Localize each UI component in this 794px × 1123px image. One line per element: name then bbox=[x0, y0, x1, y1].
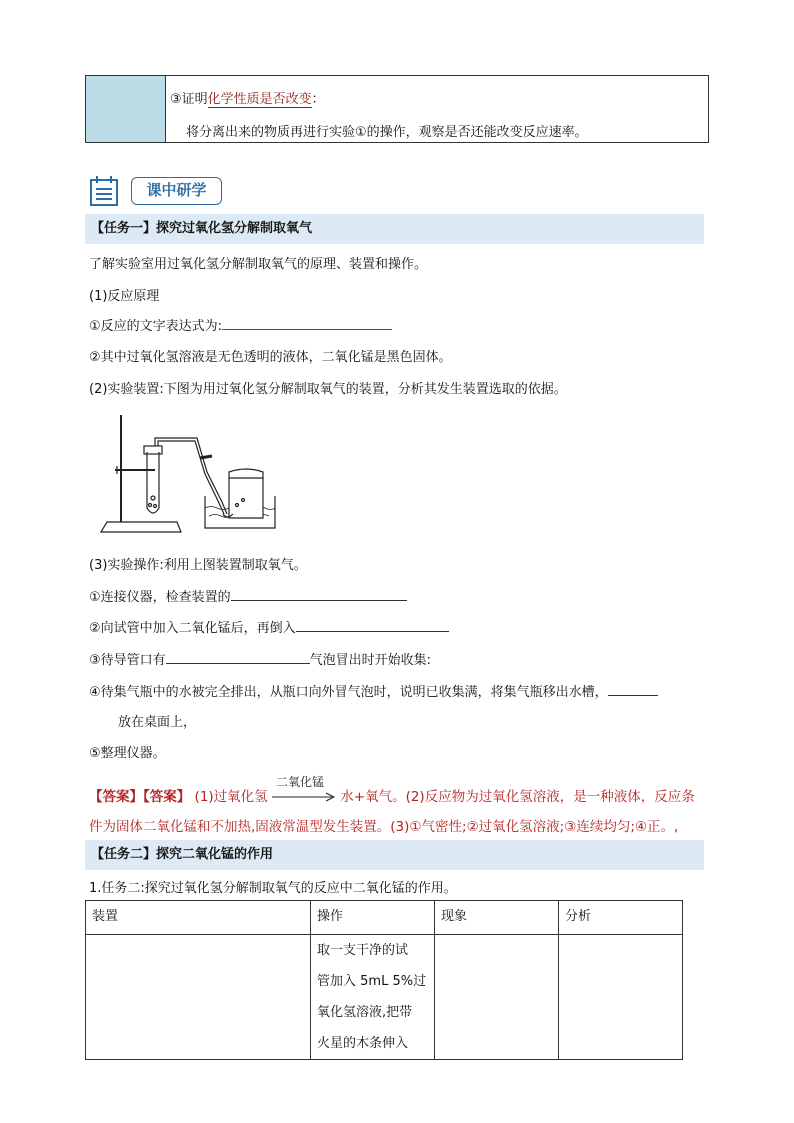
col-header: 操作 bbox=[311, 901, 435, 935]
task1-intro: 了解实验室用过氧化氢分解制取氧气的原理、装置和操作。 bbox=[89, 257, 428, 272]
top-line-1: ③证明化学性质是否改变： bbox=[170, 92, 325, 107]
answer-blank[interactable] bbox=[166, 651, 310, 664]
answer-blank[interactable] bbox=[231, 588, 407, 601]
apparatus-diagram bbox=[97, 410, 277, 536]
highlight-text: 化学性质是否改变 bbox=[207, 92, 312, 107]
table-cell bbox=[86, 935, 311, 1060]
section-title: 课中研学 bbox=[131, 177, 222, 205]
step-4: ④待集气瓶中的水被完全排出，从瓶口向外冒气泡时，说明已收集满，将集气瓶移出水槽， bbox=[89, 681, 658, 700]
answer-line-1: 【答案】【答案】 (1)过氧化氢 二氧化锰 水+氧气。(2)反应物为过氧化氢溶液，是一种液体，反应条 bbox=[89, 775, 695, 805]
table-cell bbox=[559, 935, 683, 1060]
catalyst-label: 二氧化锰 bbox=[275, 775, 324, 789]
properties-line: ②其中过氧化氢溶液是无色透明的液体，二氧化锰是黑色固体。 bbox=[89, 350, 452, 365]
answer-blank[interactable] bbox=[296, 619, 449, 632]
table-side-cell bbox=[86, 76, 166, 142]
col-header: 分析 bbox=[559, 901, 683, 935]
step-3: ③待导管口有 气泡冒出时开始收集: bbox=[89, 653, 432, 668]
step-1: ①连接仪器，检查装置的 bbox=[89, 586, 407, 605]
step-5: ⑤整理仪器。 bbox=[89, 746, 166, 761]
step-4-cont: 放在桌面上， bbox=[118, 715, 197, 730]
task1-header: 【任务一】探究过氧化氢分解制取氧气 bbox=[85, 214, 704, 244]
operation-heading: (3)实验操作:利用上图装置制取氧气。 bbox=[89, 558, 307, 573]
col-header: 装置 bbox=[86, 901, 311, 935]
arrow-icon bbox=[272, 792, 336, 802]
answer-line-2: 件为固体二氧化锰和不加热,固液常温型发生装置。(3)①气密性;②过氧化氢溶液;③连续均匀;④正。, bbox=[89, 819, 679, 835]
reaction-principle: (1)反应原理 bbox=[89, 289, 160, 304]
answer-blank[interactable] bbox=[608, 683, 658, 696]
col-header: 现象 bbox=[435, 901, 559, 935]
list-icon bbox=[89, 175, 119, 207]
reaction-arrow bbox=[272, 775, 336, 804]
task2-table bbox=[85, 900, 683, 1060]
apparatus-heading: (2)实验装置:下图为用过氧化氢分解制取氧气的装置，分析其发生装置选取的依据。 bbox=[89, 382, 567, 397]
operation-cell: 取一支干净的试 管加入 5mL 5%过 氧化氢溶液,把带 火星的木条伸入 bbox=[311, 935, 435, 1060]
word-equation-line: ①反应的文字表达式为: bbox=[89, 315, 392, 334]
table-cell bbox=[435, 935, 559, 1060]
step-2: ②向试管中加入二氧化锰后，再倒入 bbox=[89, 617, 449, 636]
answer-blank[interactable] bbox=[222, 317, 392, 330]
top-line-2: 将分离出来的物质再进行实验①的操作，观察是否还能改变反应速率。 bbox=[186, 125, 588, 140]
task2-header: 【任务二】探究二氧化锰的作用 bbox=[85, 840, 704, 870]
task2-intro: 1.任务二:探究过氧化氢分解制取氧气的反应中二氧化锰的作用。 bbox=[89, 881, 457, 896]
